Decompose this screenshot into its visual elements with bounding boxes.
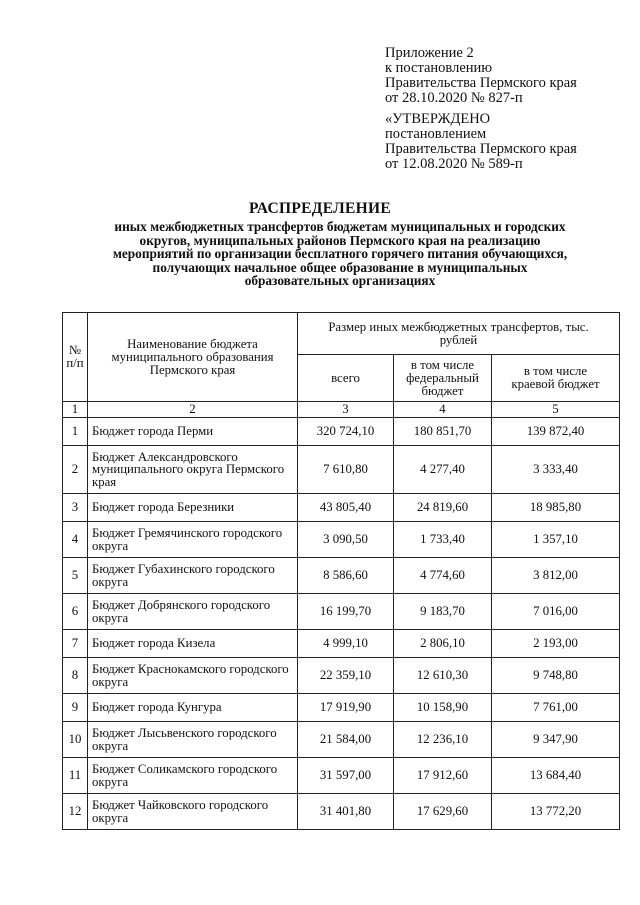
- row-federal: 2 806,10: [394, 630, 492, 658]
- row-total: 31 401,80: [298, 794, 394, 830]
- row-federal: 1 733,40: [394, 522, 492, 558]
- subtitle-line-2: округов, муниципальных районов Пермского края на реализацию: [139, 232, 541, 248]
- row-name: Бюджет Губахинского городского округа: [88, 558, 298, 594]
- row-num: 5: [63, 558, 88, 594]
- row-total: 43 805,40: [298, 494, 394, 522]
- distribution-table: [62, 312, 620, 830]
- header-regional: в том числе краевой бюджет: [492, 355, 620, 402]
- approved-line-4: от 12.08.2020 № 589-п: [385, 156, 523, 172]
- row-total: 22 359,10: [298, 658, 394, 694]
- subtitle-line-4: получающих начальное общее образование в муниципальных: [152, 259, 528, 275]
- row-regional: 18 985,80: [492, 494, 620, 522]
- approved-line-1: «УТВЕРЖДЕНО: [385, 111, 491, 127]
- row-federal: 17 629,60: [394, 794, 492, 830]
- appendix-line-2: к постановлению: [385, 60, 493, 76]
- row-name: Бюджет Чайковского городского округа: [88, 794, 298, 830]
- header-size-group: Размер иных межбюджетных трансфертов, тыс. рублей: [298, 313, 620, 355]
- row-num: 12: [63, 794, 88, 830]
- row-federal: 12 236,10: [394, 722, 492, 758]
- row-federal: 9 183,70: [394, 594, 492, 630]
- row-regional: 9 748,80: [492, 658, 620, 694]
- appendix-block: [385, 46, 577, 106]
- row-total: 16 199,70: [298, 594, 394, 630]
- row-federal: 4 774,60: [394, 558, 492, 594]
- row-name: Бюджет города Березники: [88, 494, 298, 522]
- row-regional: 13 684,40: [492, 758, 620, 794]
- table-row: [63, 758, 620, 794]
- col-number: 4: [394, 402, 492, 418]
- row-num: 7: [63, 630, 88, 658]
- row-regional: 9 347,90: [492, 722, 620, 758]
- appendix-line-3: Правительства Пермского края: [385, 75, 577, 91]
- row-regional: 139 872,40: [492, 418, 620, 446]
- document-subtitle: [60, 220, 620, 288]
- row-name: Бюджет Гремячинского городского округа: [88, 522, 298, 558]
- table-row: [63, 418, 620, 446]
- table-row: [63, 630, 620, 658]
- row-federal: 10 158,90: [394, 694, 492, 722]
- header-name: Наименование бюджета муниципального образования Пермского края: [88, 313, 298, 402]
- approved-line-2: постановлением: [385, 126, 487, 142]
- row-num: 4: [63, 522, 88, 558]
- table-row: [63, 558, 620, 594]
- row-num: 2: [63, 446, 88, 494]
- table-row: [63, 794, 620, 830]
- row-name: Бюджет Краснокамского городского округа: [88, 658, 298, 694]
- row-num: 8: [63, 658, 88, 694]
- row-federal: 180 851,70: [394, 418, 492, 446]
- row-total: 320 724,10: [298, 418, 394, 446]
- row-total: 21 584,00: [298, 722, 394, 758]
- approved-line-3: Правительства Пермского края: [385, 141, 577, 157]
- approved-block: [385, 112, 577, 172]
- column-number-row: [63, 402, 620, 418]
- table-row: [63, 494, 620, 522]
- row-name: Бюджет Соликамского городского округа: [88, 758, 298, 794]
- row-num: 10: [63, 722, 88, 758]
- row-regional: 7 761,00: [492, 694, 620, 722]
- row-total: 8 586,60: [298, 558, 394, 594]
- col-number: 5: [492, 402, 620, 418]
- row-regional: 3 333,40: [492, 446, 620, 494]
- row-regional: 2 193,00: [492, 630, 620, 658]
- col-number: 3: [298, 402, 394, 418]
- subtitle-line-3: мероприятий по организации бесплатного горячего питания обучающихся,: [112, 246, 568, 261]
- table-row: [63, 522, 620, 558]
- table-row: [63, 658, 620, 694]
- appendix-line-1: Приложение 2: [385, 45, 474, 61]
- row-num: 9: [63, 694, 88, 722]
- table-row: [63, 722, 620, 758]
- header-num: № п/п: [63, 313, 88, 402]
- row-name: Бюджет города Кизела: [88, 630, 298, 658]
- row-name: Бюджет города Перми: [88, 418, 298, 446]
- appendix-line-4: от 28.10.2020 № 827-п: [385, 90, 523, 106]
- row-regional: 1 357,10: [492, 522, 620, 558]
- row-federal: 12 610,30: [394, 658, 492, 694]
- table-row: [63, 594, 620, 630]
- subtitle-line-1: иных межбюджетных трансфертов бюджетам муниципальных и городских: [114, 219, 566, 234]
- row-total: 4 999,10: [298, 630, 394, 658]
- row-total: 17 919,90: [298, 694, 394, 722]
- header-total: всего: [298, 355, 394, 402]
- document-title: РАСПРЕДЕЛЕНИЕ: [249, 200, 391, 217]
- row-name: Бюджет Александровского муниципального округа Пермского края: [88, 446, 298, 494]
- table-row: [63, 446, 620, 494]
- row-name: Бюджет города Кунгура: [88, 694, 298, 722]
- row-num: 6: [63, 594, 88, 630]
- header-federal: в том числе федеральный бюджет: [394, 355, 492, 402]
- subtitle-line-5: образовательных организациях: [244, 273, 436, 288]
- row-num: 11: [63, 758, 88, 794]
- col-number: 2: [88, 402, 298, 418]
- row-num: 3: [63, 494, 88, 522]
- table-row: [63, 694, 620, 722]
- row-total: 31 597,00: [298, 758, 394, 794]
- row-num: 1: [63, 418, 88, 446]
- col-number: 1: [63, 402, 88, 418]
- row-federal: 24 819,60: [394, 494, 492, 522]
- row-total: 3 090,50: [298, 522, 394, 558]
- row-name: Бюджет Лысьвенского городского округа: [88, 722, 298, 758]
- row-federal: 4 277,40: [394, 446, 492, 494]
- row-regional: 3 812,00: [492, 558, 620, 594]
- row-federal: 17 912,60: [394, 758, 492, 794]
- row-regional: 7 016,00: [492, 594, 620, 630]
- row-regional: 13 772,20: [492, 794, 620, 830]
- row-name: Бюджет Добрянского городского округа: [88, 594, 298, 630]
- row-total: 7 610,80: [298, 446, 394, 494]
